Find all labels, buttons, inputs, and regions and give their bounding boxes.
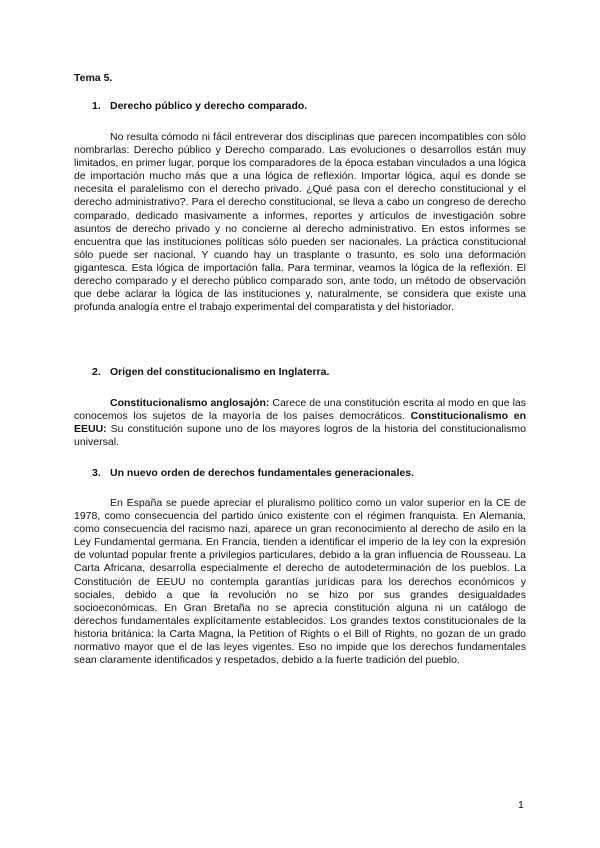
- text-eeuu: Su constitución supone uno de los mayores logros de la historia del constitucionalismo universal.: [74, 423, 526, 449]
- term-anglosajon: Constitucionalismo anglosajón:: [110, 397, 270, 409]
- topic-title: Tema 5.: [74, 72, 113, 84]
- section-2-paragraph: [74, 397, 526, 449]
- section-1-title: Derecho público y derecho comparado.: [110, 100, 308, 112]
- section-1-heading: [92, 100, 307, 112]
- term-eeuu: Constitucionalismo en EEUU:: [74, 410, 526, 436]
- section-3-title: Un nuevo orden de derechos fundamentales generacionales.: [110, 467, 414, 479]
- text-anglosajon: Carece de una constitución escrita al modo en que las conocemos los sujetos de la mayoría de los países democráticos.: [74, 397, 526, 423]
- section-3-paragraph: En España se puede apreciar el pluralismo político como un valor superior en la CE de 1978, como consecuencia del partido único existente con el régimen franquista. En Alemania, como consecuencia del racismo nazi, aparece un gran reconocimiento al derecho de asilo en la Ley Fundamental germana. En Francia, tienden a identificar el imperio de la ley con la expresión de voluntad popular frente a privilegios particulares, debido a la gran influencia de Rousseau. La Carta Africana, desarrolla especialmente el derecho de autodeterminación de los pueblos. La Constitución de EEUU no contempla garantías jurídicas para los derechos económicos y sociales, debido a que la revolución no se hizo por sus grandes desigualdades socioeconómicas. En Gran Bretaña no se aprecia constitución alguna ni un catálogo de derechos fundamentales explícitamente establecidos. Los grandes textos constitucionales de la historia británica: la Carta Magna, la Petition of Rights o el Bill of Rights, no gozan de un grado normativo mayor que el de las leyes vigentes. Eso no impide que los derechos fundamentales sean claramente identificados y respetados, debido a la fuerte tradición del pueblo.: [74, 497, 526, 667]
- section-2-number: 2.: [92, 366, 101, 378]
- section-2-title: Origen del constitucionalismo en Inglaterra.: [110, 366, 330, 378]
- section-1-paragraph: No resulta cómodo ni fácil entreverar dos disciplinas que parecen incompatibles con sólo nombrarlas: Derecho público y Derecho comparado. Las evoluciones o desarrollos están muy limitados, en primer lugar, porque los comparadores de la época estaban vinculados a una lógica de importación mucho más que a una lógica de reflexión. Importar lógica, aquí es donde se necesita el paralelismo con el derecho privado. ¿Qué pasa con el derecho constitucional y el derecho administrativo?. Para el derecho constitucional, se lleva a cabo un congreso de derecho comparado, dedicado masivamente a informes, reportes y artículos de investigación sobre asuntos de derecho privado y no concierne al derecho administrativo. En estos informes se encuentra que las instituciones políticas sólo pueden ser nacionales. La práctica constitucional sólo puede ser nacional. Y cuando hay un trasplante o trasunto, es solo una deformación gigantesca. Esta lógica de importación falla. Para terminar, veamos la lógica de la reflexión. El derecho comparado y el derecho público comparado son, ante todo, un método de observación que debe aclarar la lógica de las instituciones y, naturalmente, se considera que existe una profunda analogía entre el trabajo experimental del comparatista y del historiador.: [74, 131, 526, 314]
- page-number: 1: [518, 799, 524, 811]
- section-1-number: 1.: [92, 100, 101, 112]
- section-3-number: 3.: [92, 467, 101, 479]
- section-3-heading: [92, 467, 414, 479]
- section-2-heading: [92, 366, 329, 378]
